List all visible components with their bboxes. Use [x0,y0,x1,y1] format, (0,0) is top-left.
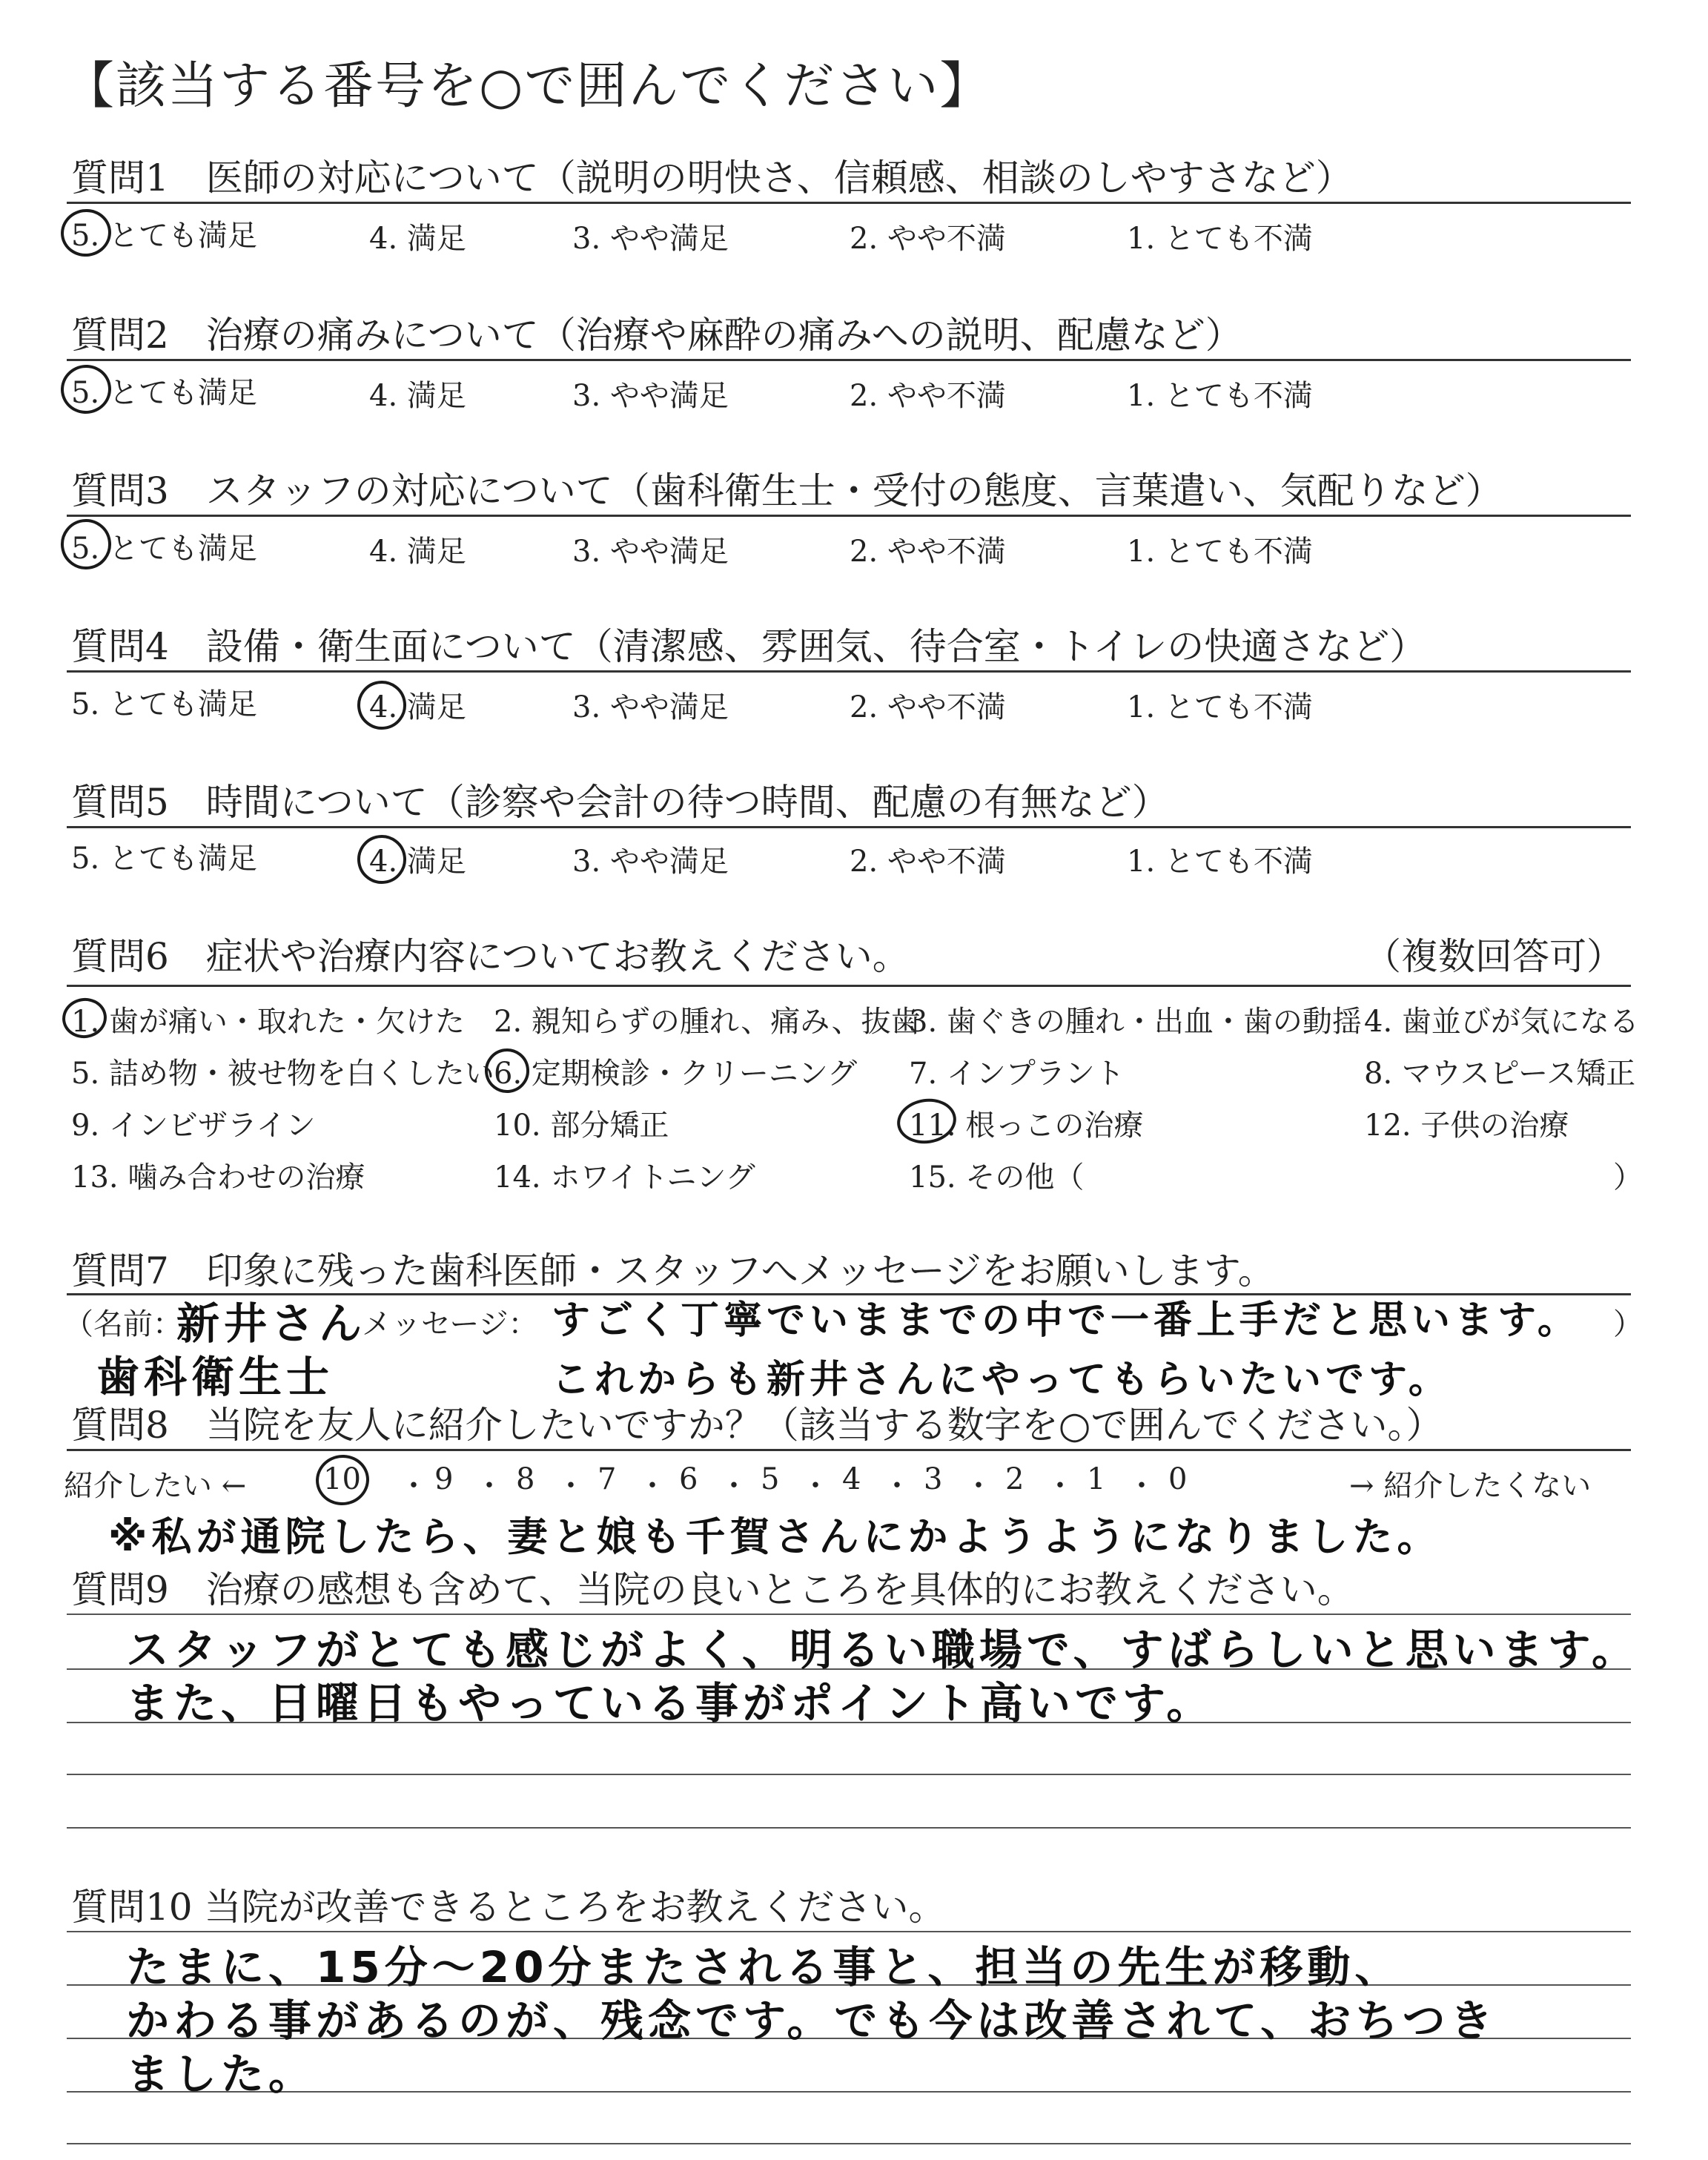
message-line-1[interactable]: すごく丁寧でいままでの中で一番上手だと思います。 [552,1298,1580,1343]
scale-dot: ・ [556,1469,586,1503]
symptom-option-5[interactable]: 5. 詰め物・被せ物を白くしたい [71,1057,494,1091]
question-3-label: 質問3 スタッフの対応について（歯科衛生士・受付の態度、言葉遣い、気配りなど） [71,469,1503,512]
symptom-option-9[interactable]: 9. インビザライン [71,1109,316,1143]
question-7-label: 質問7 印象に残った歯科医師・スタッフへメッセージをお願いします。 [71,1249,1275,1292]
symptom-option-1[interactable]: 1. 歯が痛い・取れた・欠けた [71,1005,465,1039]
question-5-label: 質問5 時間について（診察や会計の待つ時間、配慮の有無など） [71,781,1169,824]
scale-dot: ・ [964,1469,993,1503]
scale-5[interactable]: 5 [761,1462,780,1496]
option-3[interactable]: 3. やや満足 [572,222,729,256]
option-4[interactable]: 4. 満足 [369,535,466,569]
page-title: 【該当する番号を○で囲んでください】 [64,57,992,116]
question-8-label: 質問8 当院を友人に紹介したいですか？（該当する数字を○で囲んでください。） [71,1404,1443,1447]
option-1[interactable]: 1. とても不満 [1127,690,1313,724]
symptom-option-14[interactable]: 14. ホワイトニング [494,1160,755,1195]
answer-line [67,2143,1631,2144]
divider [67,359,1631,361]
improvement-line-1[interactable]: たまに、15分～20分またされる事と、担当の先生が移動、 [126,1942,1403,1992]
divider [67,985,1631,987]
message-line-2[interactable]: これからも新井さんにやってもらいたいです。 [552,1358,1452,1402]
divider [67,1449,1631,1451]
question-10-label: 質問10 当院が改善できるところをお教えください。 [71,1886,946,1929]
scale-2[interactable]: 2 [1005,1462,1025,1496]
selection-circle [313,1451,373,1508]
name-label: （名前： [64,1307,182,1341]
scale-dot: ・ [1127,1469,1156,1503]
option-1[interactable]: 1. とても不満 [1127,379,1313,413]
divider [67,670,1631,673]
improvement-line-2[interactable]: かわる事があるのが、残念です。でも今は改善されて、おちつき [126,1995,1497,2046]
option-5[interactable]: 5. とても満足 [71,532,257,566]
symptom-option-4[interactable]: 4. 歯並びが気になる [1364,1005,1639,1039]
divider [67,202,1631,204]
question-6-note: （複数回答可） [1364,935,1623,978]
option-3[interactable]: 3. やや満足 [572,690,729,724]
option-5[interactable]: 5. とても満足 [71,842,257,876]
symptom-option-11[interactable]: 11. 根っこの治療 [909,1109,1144,1143]
option-2[interactable]: 2. やや不満 [850,222,1006,256]
scale-dot: ・ [719,1469,749,1503]
scale-dot: ・ [1045,1469,1075,1503]
scale-dot: ・ [474,1469,504,1503]
good-point-line-1[interactable]: スタッフがとても感じがよく、明るい職場で、すばらしいと思います。 [126,1625,1640,1675]
question-6-label: 質問6 症状や治療内容についてお教えください。 [71,935,910,978]
option-1[interactable]: 1. とても不満 [1127,845,1313,879]
question-1-label: 質問1 医師の対応について（説明の明快さ、信頼感、相談のしやすさなど） [71,156,1353,199]
symptom-option-8[interactable]: 8. マウスピース矯正 [1364,1057,1636,1091]
option-5[interactable]: 5. とても満足 [71,219,257,253]
good-point-line-2[interactable]: また、日曜日もやっている事がポイント高いです。 [126,1678,1214,1728]
option-3[interactable]: 3. やや満足 [572,845,729,879]
scale-dot: ・ [399,1469,428,1503]
option-1[interactable]: 1. とても不満 [1127,535,1313,569]
message-close-paren: ） [1613,1307,1643,1341]
question-9-label: 質問9 治療の感想も含めて、当院の良いところを具体的にお教えください。 [71,1568,1354,1611]
scale-dot: ・ [801,1469,830,1503]
scale-8[interactable]: 8 [516,1462,535,1496]
option-2[interactable]: 2. やや不満 [850,845,1006,879]
scale-dot: ・ [638,1469,667,1503]
answer-line [67,1827,1631,1829]
symptom-option-12[interactable]: 12. 子供の治療 [1364,1109,1569,1143]
scale-3[interactable]: 3 [924,1462,943,1496]
refer-left-label: 紹介したい ← [64,1469,247,1503]
option-3[interactable]: 3. やや満足 [572,535,729,569]
option-5[interactable]: 5. とても満足 [71,376,257,410]
option-5[interactable]: 5. とても満足 [71,687,257,721]
scale-9[interactable]: 9 [434,1462,454,1496]
symptom-option-7[interactable]: 7. インプラント [909,1057,1125,1091]
option-2[interactable]: 2. やや不満 [850,690,1006,724]
staff-role[interactable]: 歯科衛生士 [96,1352,334,1402]
divider [67,826,1631,828]
scale-4[interactable]: 4 [842,1462,861,1496]
option-4[interactable]: 4. 満足 [369,845,466,879]
scale-dot: ・ [882,1469,912,1503]
message-label: メッセージ： [362,1307,538,1341]
option-4[interactable]: 4. 満足 [369,379,466,413]
scale-0[interactable]: 0 [1168,1462,1188,1496]
symptom-option-2[interactable]: 2. 親知らずの腫れ、痛み、抜歯 [494,1005,921,1039]
option-4[interactable]: 4. 満足 [369,222,466,256]
option-3[interactable]: 3. やや満足 [572,379,729,413]
scale-1[interactable]: 1 [1087,1462,1106,1496]
symptom-option-6[interactable]: 6. 定期検診・クリーニング [494,1057,858,1091]
symptom-option-13[interactable]: 13. 噛み合わせの治療 [71,1160,365,1195]
option-2[interactable]: 2. やや不満 [850,535,1006,569]
staff-name[interactable]: 新井さん [176,1298,367,1349]
symptom-option-10[interactable]: 10. 部分矯正 [494,1109,669,1143]
refer-right-label: → 紹介したくない [1349,1469,1592,1503]
scale-7[interactable]: 7 [598,1462,617,1496]
divider [67,515,1631,517]
scale-6[interactable]: 6 [679,1462,698,1496]
question-4-label: 質問4 設備・衛生面について（清潔感、雰囲気、待合室・トイレの快適さなど） [71,625,1427,668]
symptom-option-3[interactable]: 3. 歯ぐきの腫れ・出血・歯の動揺 [909,1005,1362,1039]
option-4[interactable]: 4. 満足 [369,690,466,724]
refer-note[interactable]: ※私が通院したら、妻と娘も千賀さんにかようようになりました。 [108,1513,1442,1560]
option-1[interactable]: 1. とても不満 [1127,222,1313,256]
scale-10[interactable]: 10 [323,1462,361,1496]
other-close-paren: ） [1613,1160,1643,1195]
symptom-option-15[interactable]: 15. その他（ [909,1160,1085,1195]
answer-line [67,1774,1631,1775]
option-2[interactable]: 2. やや不満 [850,379,1006,413]
improvement-line-3[interactable]: ました。 [126,2049,317,2099]
question-2-label: 質問2 治療の痛みについて（治療や麻酔の痛みへの説明、配慮など） [71,314,1242,357]
